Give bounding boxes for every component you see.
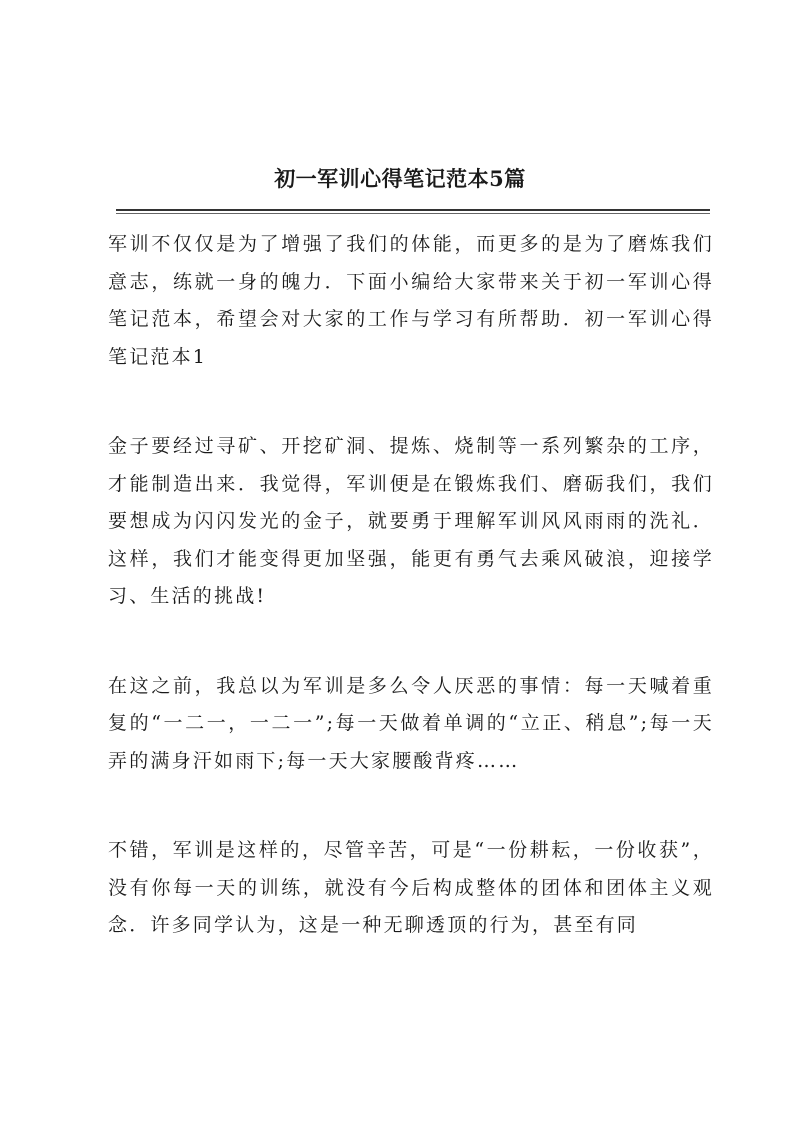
- paragraph-gold: 金子要经过寻矿、开挖矿洞、提炼、烧制等一系列繁杂的工序，才能制造出来．我觉得，军训便是在锻炼我们、磨砺我们，我们要想成为闪闪发光的金子，就要勇于理解军训风风雨雨的洗礼．这样，我们才能变得更加坚强，能更有勇气去乘风破浪，迎接学习、生活的挑战!: [108, 435, 714, 607]
- title-divider: [116, 209, 710, 211]
- paragraph-hardship: 不错，军训是这样的，尽管辛苦，可是“一份耕耘，一份收获”，没有你每一天的训练，就没有今后构成整体的团体和团体主义观念．许多同学认为，这是一种无聊透顶的行为，甚至有同: [108, 839, 714, 936]
- title-divider-thin: [116, 213, 710, 214]
- paragraph-intro: 军训不仅仅是为了增强了我们的体能，而更多的是为了磨炼我们意志，练就一身的魄力．下面小编给大家带来关于初一军训心得笔记范本，希望会对大家的工作与学习有所帮助．初一军训心得笔记范本1: [108, 233, 714, 368]
- document-title: 初一军训心得笔记范本5篇: [274, 166, 526, 191]
- paragraph-before: 在这之前，我总以为军训是多么令人厌恶的事情：每一天喊着重复的“一二一，一二一”;每一天做着单调的“立正、稍息”;每一天弄的满身汗如雨下;每一天大家腰酸背疼……: [108, 674, 714, 772]
- document-body: [108, 226, 714, 997]
